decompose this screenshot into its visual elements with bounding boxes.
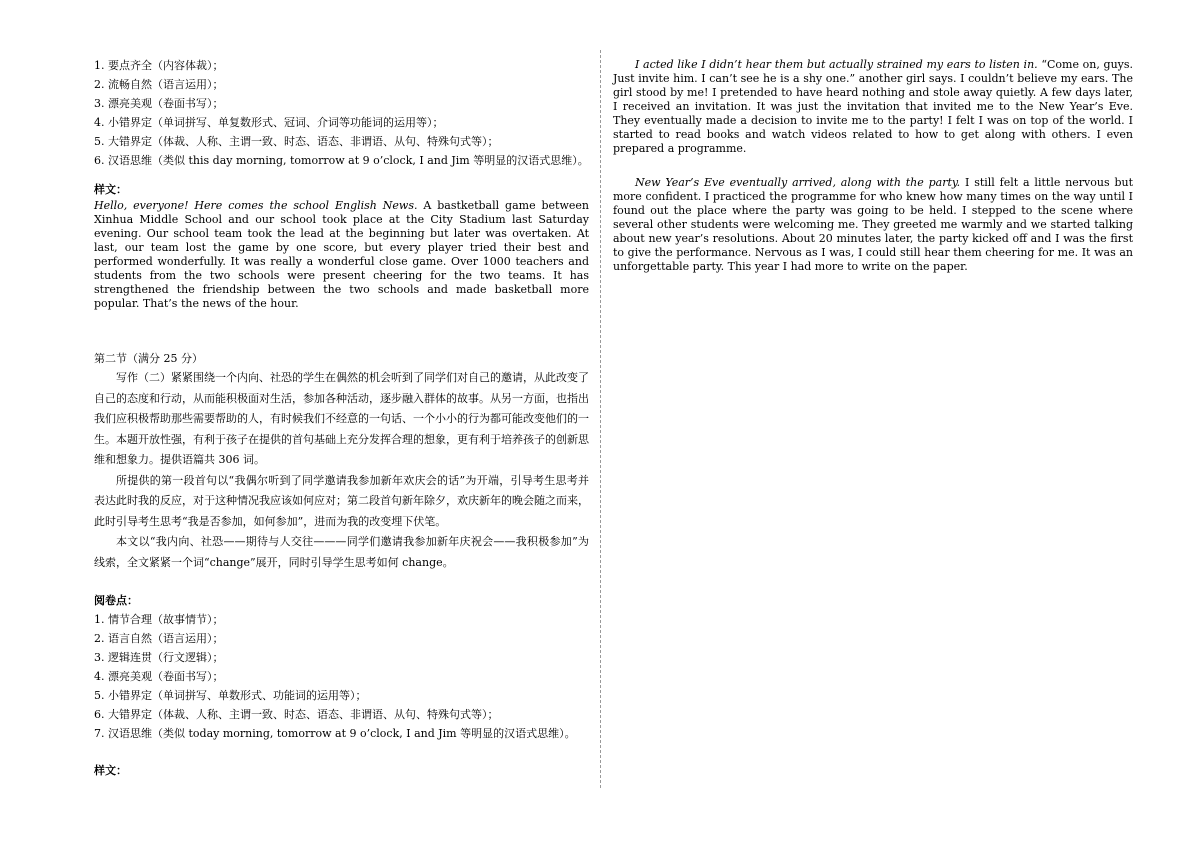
- list-item: 1. 要点齐全（内容体裁）；: [94, 59, 224, 72]
- section-paragraph: 写作（二）紧紧围绕一个内向、社恐的学生在偶然的机会听到了同学们对自己的邀请，从此改变了自己的态度和行动，从而能积极面对生活，参加各种活动，逐步融入群体的故事。从另一方面，也指出我们应积极帮助那些需要帮助的人，有时候我们不经意的一句话、一个小小的行为都可能改变他们的一生。本题开放性强，有利于孩子在提供的首句基础上充分发挥合理的想象，更有利于培养孩子的创新思维和想象力。提供语篇共 306 词。: [94, 371, 589, 466]
- scoring-list-2: [94, 610, 589, 743]
- sample-essay-paragraph-1: [613, 58, 1133, 156]
- paragraph-body: “Come on, guys. Just invite him. I can’t see he is a shy one.” another girl says. I couldn’t believe my ears. The girl stood by me! I pretended to have heard nothing and stole away quietly. A few days later, I received an invitation. It was just the invitation that invited me to the New Year’s Eve. They eventually made a decision to invite me to the party! I felt I was on top of the world. I started to read books and watch videos related to how to get along with others. I even prepared a programme.: [613, 58, 1134, 155]
- paragraph-body: I still felt a little nervous but more confident. I practiced the programme for who knew how many times on the way until I found out the place where the party was going to be held. I stepped to the scene where several other students were welcoming me. They greeted me warmly and we started talking about new year’s resolutions. About 20 minutes later, the party kicked off and I was the first to give the performance. Nervous as I was, I could still hear them cheering for me. It was an unforgettable party. This year I had more to write on the paper.: [613, 176, 1134, 273]
- section-title: 第二节（满分 25 分）: [94, 352, 203, 365]
- sample-label: 样文：: [94, 764, 127, 777]
- section-paragraph: 所提供的第一段首句以“我偶尔听到了同学邀请我参加新年欢庆会的话”为开端，引导考生思考并表达此时我的反应，对于这种情况我应该如何应对；第二段首句新年除夕，欢庆新年的晚会随之而来，此时引导考生思考“我是否参加，如何参加”，进而为我的改变埋下伏笔。: [94, 473, 589, 528]
- list-item: 3. 漂亮美观（卷面书写）；: [94, 97, 224, 110]
- list-item: 5. 大错界定（体裁、人称、主谓一致、时态、语态、非谓语、从句、特殊句式等）；: [94, 135, 499, 148]
- grading-label: 阅卷点：: [94, 594, 138, 607]
- sample-essay-body: A bastketball game between Xinhua Middle School and our school took place at the City Stadium last Saturday evening. Our school team took the lead at the beginning but later was overtaken. At last, our team lost the game by one score, but every player tried their best and performed wonderfully. It was really a wonderful close game. Over 1000 teachers and students from the two schools were present cheering for the two teams. It has strengthened the friendship between the two schools and made basketball more popular. That’s the news of the hour.: [94, 199, 589, 310]
- sample-essay-paragraph-2: [613, 176, 1133, 274]
- right-column: [613, 58, 1133, 274]
- list-item: 6. 大错界定（体裁、人称、主谓一致、时态、语态、非谓语、从句、特殊句式等）；: [94, 708, 499, 721]
- column-divider: [600, 50, 601, 788]
- paragraph-lead: New Year’s Eve eventually arrived, along with the party.: [635, 176, 961, 189]
- list-item: 3. 逻辑连贯（行文逻辑）；: [94, 651, 224, 664]
- list-item: 4. 小错界定（单词拼写、单复数形式、冠词、介词等功能词的运用等）；: [94, 116, 444, 129]
- list-item: 2. 流畅自然（语言运用）；: [94, 78, 224, 91]
- scoring-list-1: [94, 56, 589, 170]
- list-item: 1. 情节合理（故事情节）；: [94, 613, 224, 626]
- list-item: 4. 漂亮美观（卷面书写）；: [94, 670, 224, 683]
- sample-essay-lead: Hello, everyone! Here comes the school English News.: [94, 199, 418, 212]
- sample-label: 样文：: [94, 183, 127, 196]
- list-item: 6. 汉语思维（类似 this day morning, tomorrow at 9 o’clock, I and Jim 等明显的汉语式思维）。: [94, 154, 589, 167]
- section-paragraph: 本文以“我内向、社恐——期待与人交往———同学们邀请我参加新年庆祝会——我积极参加”为线索，全文紧紧一个词“change”展开，同时引导学生思考如何 change。: [94, 535, 589, 569]
- list-item: 5. 小错界定（单词拼写、单数形式、功能词的运用等）；: [94, 689, 367, 702]
- list-item: 2. 语言自然（语言运用）；: [94, 632, 224, 645]
- list-item: 7. 汉语思维（类似 today morning, tomorrow at 9 o’clock, I and Jim 等明显的汉语式思维）。: [94, 727, 576, 740]
- sample-essay-1: [94, 199, 589, 311]
- left-column: [94, 56, 589, 780]
- paragraph-lead: I acted like I didn’t hear them but actually strained my ears to listen in.: [635, 58, 1038, 71]
